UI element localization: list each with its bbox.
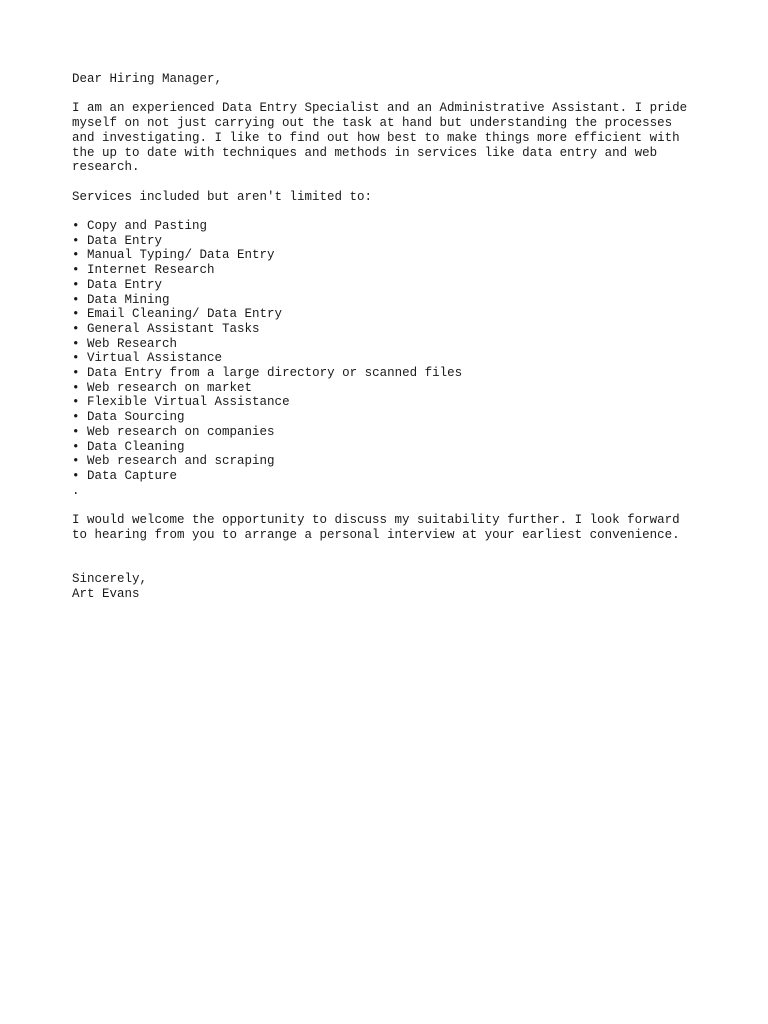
bullet-icon: •	[72, 307, 80, 322]
bullet-icon: •	[72, 218, 80, 233]
service-label: Data Entry from a large directory or scanned files	[87, 366, 463, 381]
service-label: Email Cleaning/ Data Entry	[87, 307, 283, 322]
spacer	[72, 542, 712, 571]
service-item	[72, 263, 712, 278]
bullet-icon: •	[72, 380, 80, 395]
service-item	[72, 454, 712, 469]
service-label: Copy and Pasting	[87, 218, 208, 233]
bullet-icon: •	[72, 395, 80, 410]
services-list	[72, 219, 712, 484]
service-item	[72, 440, 712, 455]
service-label: Data Sourcing	[87, 410, 185, 425]
service-item	[72, 307, 712, 322]
spacer	[72, 204, 712, 219]
bullet-icon: •	[72, 351, 80, 366]
spacer	[72, 498, 712, 513]
intro-paragraph	[72, 101, 692, 175]
service-item	[72, 248, 712, 263]
intro-line-4: the up to date with techniques and methods in services like data entry and web	[72, 145, 658, 160]
service-item	[72, 337, 712, 352]
service-item	[72, 395, 712, 410]
closing-line-1: I would welcome the opportunity to discuss my suitability further. I look forward	[72, 513, 680, 528]
bullet-icon: •	[72, 233, 80, 248]
services-heading: Services included but aren't limited to:	[72, 189, 373, 204]
service-item	[72, 219, 712, 234]
bullet-icon: •	[72, 424, 80, 439]
service-item	[72, 351, 712, 366]
service-item	[72, 293, 712, 308]
service-label: Manual Typing/ Data Entry	[87, 248, 275, 263]
closing-paragraph	[72, 513, 692, 542]
intro-line-5: research.	[72, 160, 140, 175]
service-item	[72, 381, 712, 396]
intro-line-2: myself on not just carrying out the task at hand but understanding the processes	[72, 116, 673, 131]
service-label: Web research and scraping	[87, 454, 275, 469]
spacer	[72, 175, 712, 190]
spacer	[72, 87, 712, 102]
service-label: Web research on market	[87, 380, 253, 395]
bullet-icon: •	[72, 263, 80, 278]
service-label: Data Entry	[87, 277, 163, 292]
service-label: Virtual Assistance	[87, 351, 223, 366]
service-label: Internet Research	[87, 263, 215, 278]
bullet-icon: •	[72, 468, 80, 483]
service-label: Web research on companies	[87, 424, 275, 439]
salutation: Dear Hiring Manager,	[72, 72, 223, 86]
trailing-mark: .	[72, 483, 80, 498]
service-item	[72, 234, 712, 249]
service-label: Flexible Virtual Assistance	[87, 395, 290, 410]
service-item	[72, 410, 712, 425]
bullet-icon: •	[72, 292, 80, 307]
bullet-icon: •	[72, 248, 80, 263]
letter-page	[72, 72, 712, 601]
closing-line-2: to hearing from you to arrange a personal interview at your earliest convenience.	[72, 527, 680, 542]
service-label: Data Entry	[87, 233, 163, 248]
intro-line-1: I am an experienced Data Entry Specialist and an Administrative Assistant. I pride	[72, 101, 688, 116]
service-item	[72, 469, 712, 484]
service-item	[72, 366, 712, 381]
service-label: Data Capture	[87, 468, 178, 483]
bullet-icon: •	[72, 439, 80, 454]
bullet-icon: •	[72, 277, 80, 292]
sign-off: Sincerely,	[72, 571, 148, 586]
service-item	[72, 278, 712, 293]
bullet-icon: •	[72, 366, 80, 381]
service-label: General Assistant Tasks	[87, 321, 260, 336]
bullet-icon: •	[72, 321, 80, 336]
service-item	[72, 425, 712, 440]
bullet-icon: •	[72, 410, 80, 425]
service-item	[72, 322, 712, 337]
bullet-icon: •	[72, 336, 80, 351]
service-label: Data Cleaning	[87, 439, 185, 454]
signature-name: Art Evans	[72, 586, 140, 601]
intro-line-3: and investigating. I like to find out how best to make things more efficient with	[72, 130, 680, 145]
service-label: Web Research	[87, 336, 178, 351]
bullet-icon: •	[72, 454, 80, 469]
service-label: Data Mining	[87, 292, 170, 307]
